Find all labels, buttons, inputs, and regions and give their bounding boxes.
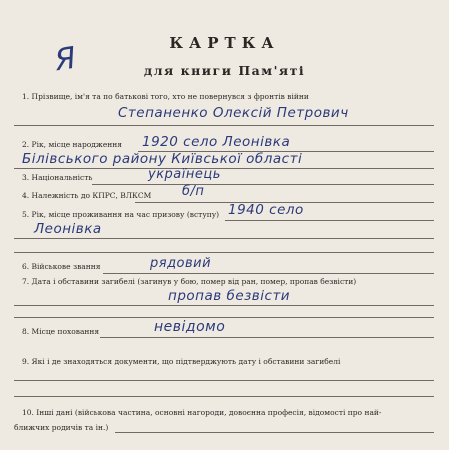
field-2-label: 2. Рік, місце народження — [22, 140, 122, 149]
field-4-value: б/п — [182, 184, 205, 199]
field-9-label: 9. Які і де знаходяться документи, що підтверджують дату і обставини загибелі — [22, 357, 341, 366]
field-1-value: Степаненко Олексій Петрович — [118, 105, 349, 121]
field-7-value: пропав безвісти — [168, 288, 291, 304]
field-2-value-cont: Білівського району Київської області — [22, 151, 303, 167]
field-9-line-extra — [14, 396, 434, 397]
field-4-label: 4. Належність до КПРС, ВЛКСМ — [22, 191, 152, 200]
field-1-label: 1. Прізвище, ім'я та по батькові того, хто не повернувся з фронтів війни — [22, 92, 309, 101]
field-8-value: невідомо — [154, 319, 226, 335]
field-9-line — [14, 380, 434, 381]
field-5-value-cont: Леонівка — [34, 221, 102, 237]
field-6-label: 6. Військове звання — [22, 262, 101, 271]
field-3-line — [92, 184, 434, 185]
field-5-line — [225, 220, 434, 221]
field-6-value: рядовий — [150, 256, 212, 271]
field-10-line — [115, 432, 434, 433]
field-7-line — [14, 305, 434, 306]
field-2-value: 1920 село Леонівка — [142, 134, 291, 150]
field-1-line — [14, 125, 434, 126]
card-subtitle: для книги Пам'яті — [143, 63, 306, 78]
field-5-label: 5. Рік, місце проживання на час призову (вступу) — [22, 210, 220, 219]
field-8-label: 8. Місце поховання — [22, 327, 100, 336]
field-8-line — [100, 337, 434, 338]
card-title: КАРТКА — [169, 34, 280, 52]
field-10-label: 10. Інші дані (військова частина, основні нагороди, довоєнна професія, відомості про най- — [22, 408, 382, 417]
field-10-label-cont: ближчих родичів та ін.) — [14, 423, 109, 432]
field-2-line-cont — [14, 168, 434, 169]
field-3-label: 3. Національність — [22, 173, 93, 182]
field-5-line-cont — [14, 238, 434, 239]
field-5-value: 1940 село — [228, 202, 304, 218]
field-7-line-extra — [14, 317, 434, 318]
field-3-value: українець — [148, 167, 221, 182]
field-5-line-extra — [14, 252, 434, 253]
handwritten-mark: Я — [52, 40, 79, 79]
field-6-line — [103, 273, 434, 274]
field-7-label: 7. Дата і обставини загибелі (загинув у бою, помер від ран, помер, пропав безвісти) — [22, 277, 357, 286]
